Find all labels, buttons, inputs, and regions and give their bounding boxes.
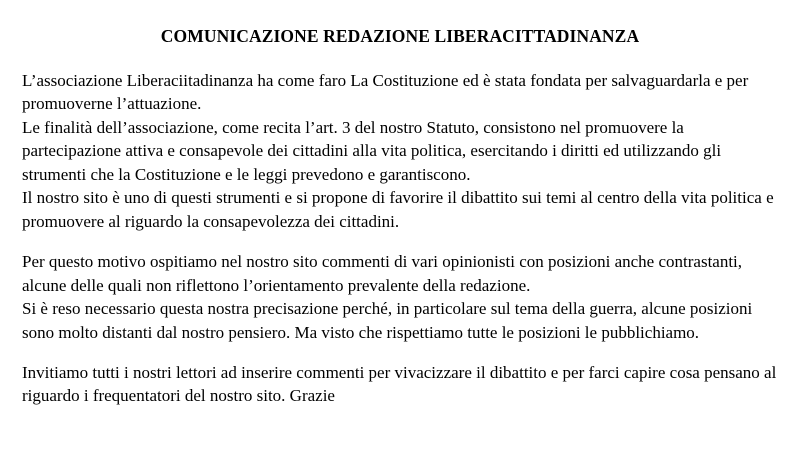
paragraph-4: Per questo motivo ospitiamo nel nostro sito commenti di vari opinionisti con posizioni anche contrastanti, alcune delle quali non riflettono l’orientamento prevalente della redazione. [22, 252, 743, 295]
paragraph-3: Il nostro sito è uno di questi strumenti e si propone di favorire il dibattito sui temi al centro della vita politica e promuovere al riguardo la consapevolezza dei cittadini. [22, 188, 774, 231]
paragraph-2: Le finalità dell’associazione, come recita l’art. 3 del nostro Statuto, consistono nel promuovere la partecipazione attiva e consapevole dei cittadini alla vita politica, esercitando i diritti ed utilizzando gli strumenti che la Costituzione e le leggi prevedono e garantiscono. [22, 117, 722, 184]
page-title: COMUNICAZIONE REDAZIONE LIBERACITTADINANZA [160, 26, 640, 46]
paragraph-5: Si è reso necessario questa nostra precisazione perché, in particolare sul tema della guerra, alcune posizioni sono molto distanti dal nostro pensiero. Ma visto che rispettiamo tutte le posizioni le pubblichiamo. [22, 299, 753, 342]
paragraph-1: L’associazione Liberaciitadinanza ha come faro La Costituzione ed è stata fondata per salvaguardarla e per promuoverne l’attuazione. [22, 71, 749, 114]
paragraph-spacer-1 [22, 233, 778, 250]
paragraph-6: Invitiamo tutti i nostri lettori ad inserire commenti per vivacizzare il dibattito e per farci capire cosa pensano al riguardo i frequentatori del nostro sito. Grazie [22, 362, 777, 406]
paragraph-spacer-2 [22, 344, 778, 361]
document-body [22, 69, 778, 408]
